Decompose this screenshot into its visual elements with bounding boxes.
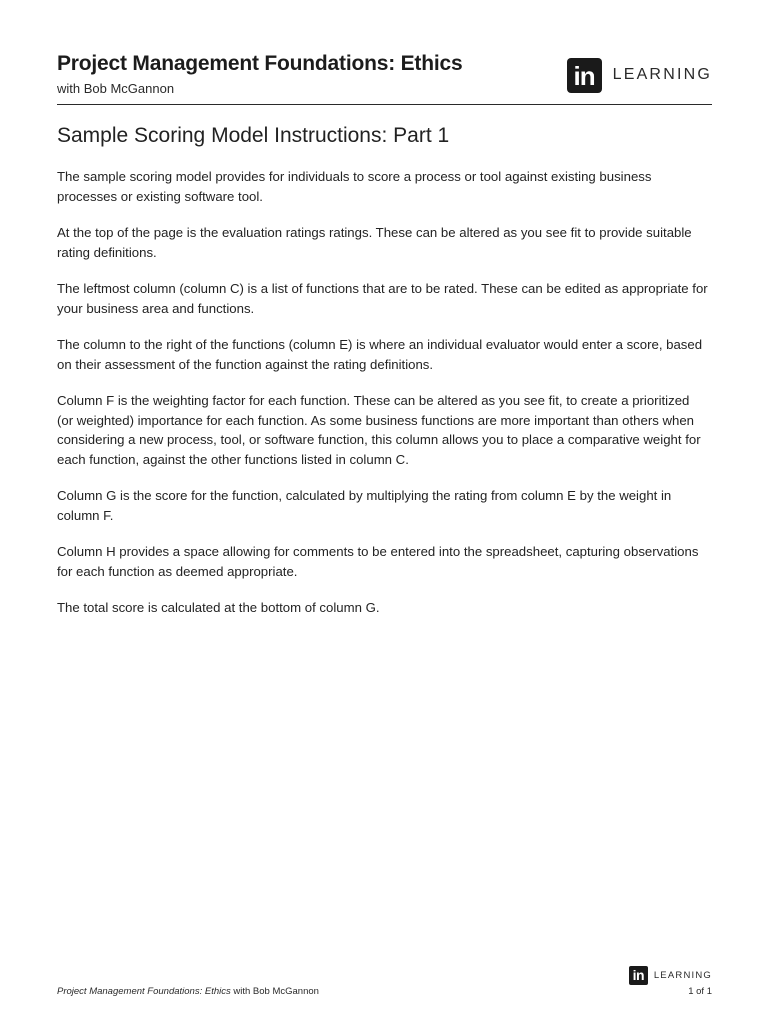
paragraph-intro: The sample scoring model provides for individuals to score a process or tool against existing business processes or existing software tool.	[57, 169, 652, 204]
paragraph-column-h: Column H provides a space allowing for comments to be entered into the spreadsheet, capturing observations for each function as deemed appropriate.	[57, 544, 699, 579]
instructions-body	[57, 167, 709, 635]
logo-wordmark: LEARNING	[612, 66, 712, 83]
paragraph-column-g: Column G is the score for the function, calculated by multiplying the rating from column E by the weight in column F.	[57, 488, 672, 523]
paragraph-total: The total score is calculated at the bottom of column G.	[57, 600, 380, 615]
instructor-line: with Bob McGannon	[57, 81, 175, 96]
linkedin-in-icon: in	[629, 966, 648, 985]
linkedin-in-icon: in	[567, 58, 602, 93]
footer-course-credit	[57, 986, 319, 997]
paragraph-column-f: Column F is the weighting factor for each function. These can be altered as you see fit, to create a prioritized (or weighted) importance for each function. As some business functions are more important than others when considering a new process, tool, or software function, this column allows you to place a comparative weight for each function, against the other functions listed in column C.	[57, 393, 701, 467]
section-heading: Sample Scoring Model Instructions: Part 1	[57, 124, 450, 147]
course-title: Project Management Foundations: Ethics	[57, 52, 463, 75]
page-number: 1 of 1	[688, 986, 712, 997]
footer-linkedin-learning-logo	[629, 966, 712, 985]
document-footer	[57, 964, 712, 1004]
paragraph-ratings: At the top of the page is the evaluation ratings ratings. These can be altered as you see fit to provide suitable rating definitions.	[57, 225, 692, 260]
paragraph-column-e: The column to the right of the functions (column E) is where an individual evaluator would enter a score, based on their assessment of the function against the rating definitions.	[57, 337, 703, 372]
footer-course-title: Project Management Foundations: Ethics	[57, 986, 231, 997]
footer-instructor: with Bob McGannon	[230, 986, 319, 997]
linkedin-learning-logo	[567, 57, 712, 93]
document-header	[57, 52, 712, 105]
paragraph-column-c: The leftmost column (column C) is a list of functions that are to be rated. These can be edited as appropriate for your business area and functions.	[57, 281, 708, 316]
footer-logo-wordmark: LEARNING	[653, 970, 712, 981]
